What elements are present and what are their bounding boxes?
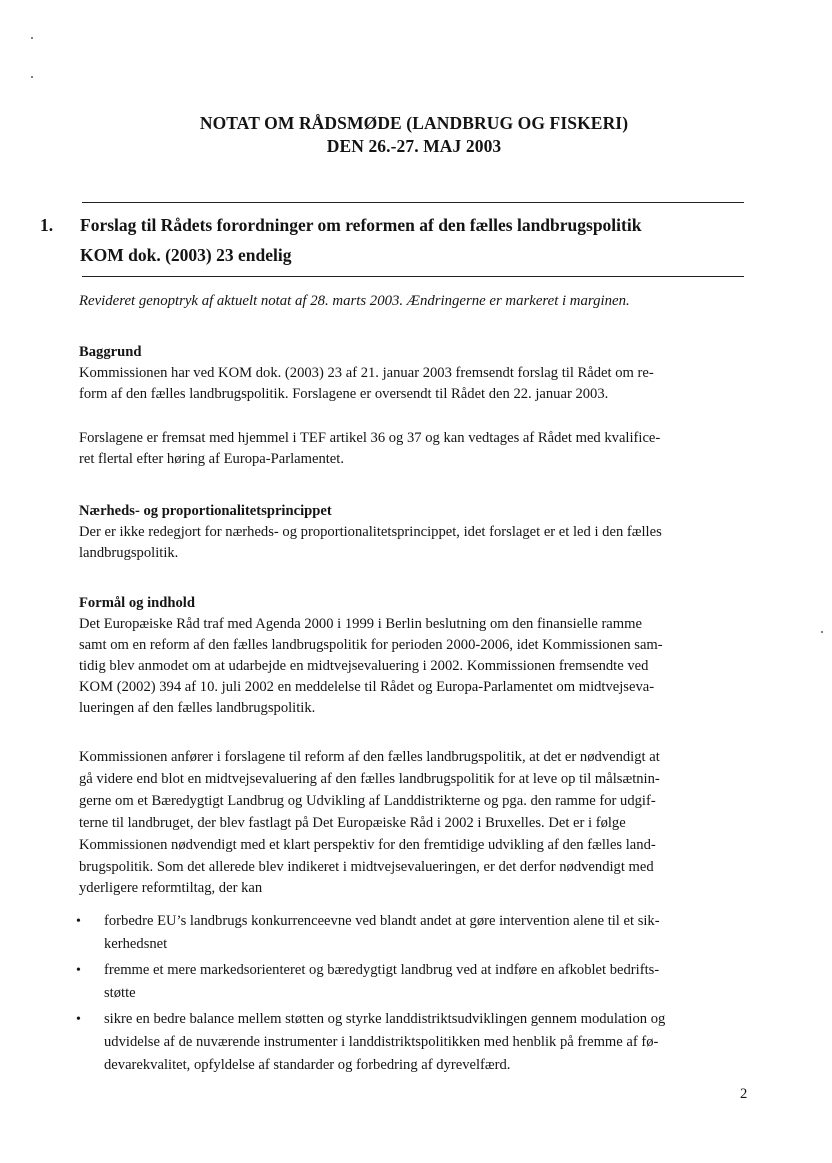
bullet-3-line-3: devarekvalitet, opfyldelse af standarder og forbedring af dyrevelfærd. — [104, 1057, 511, 1074]
formaal-line-2: samt om en reform af den fælles landbrugspolitik for perioden 2000-2006, idet Kommissionen sam- — [79, 637, 663, 653]
page-number: 2 — [740, 1086, 748, 1102]
baggrund-line-2: form af den fælles landbrugspolitik. Forslagene er oversendt til Rådet den 22. januar 2003. — [79, 386, 609, 402]
list-item — [76, 910, 755, 957]
naerhed-section — [79, 501, 755, 564]
formaal-line-4: KOM (2002) 394 af 10. juli 2002 en meddelelse til Rådet og Europa-Parlamentet om midtvejseva- — [79, 679, 655, 695]
formaal-line-1: Det Europæiske Råd traf med Agenda 2000 i 1999 i Berlin beslutning om den finansielle ramme — [79, 616, 642, 632]
bullet-3-line-2: udvidelse af de nuværende instrumenter i landdistriktspolitikken med henblik på fremme af fø- — [104, 1034, 659, 1051]
section-title-line-2: KOM dok. (2003) 23 endelig — [80, 245, 292, 265]
naerhed-line-1: Der er ikke redegjort for nærheds- og proportionalitetsprincippet, idet forslaget er et led i den fælles — [79, 524, 662, 540]
title-line-2: DEN 26.-27. MAJ 2003 — [326, 136, 502, 156]
bullet-2-line-2: støtte — [104, 985, 136, 1002]
revision-note: Revideret genoptryk af aktuelt notat af 28. marts 2003. Ændringerne er markeret i marginen. — [79, 293, 630, 309]
anfoerer-line-2: gå videre end blot en midtvejsevaluering af den fælles landbrugspolitik for at leve op til målsætnin- — [79, 770, 660, 787]
bullet-2-line-1: fremme et mere markedsorienteret og bæredygtigt landbrug ved at indføre en afkoblet bedrifts- — [104, 961, 660, 978]
formaal-line-3: tidig blev anmodet om at udarbejde en midtvejsevaluering i 2002. Kommissionen fremsendte ved — [79, 658, 649, 674]
naerhed-heading: Nærheds- og proportionalitetsprincippet — [79, 503, 332, 519]
anfoerer-line-1: Kommissionen anfører i forslagene til reform af den fælles landbrugspolitik, at det er nødvendigt at — [79, 749, 660, 765]
formaal-section — [79, 593, 755, 719]
anfoerer-line-5: Kommissionen nødvendigt med et klart perspektiv for den fremtidige udvikling af den fælles land- — [79, 836, 656, 853]
section-title — [80, 210, 760, 270]
baggrund-section — [79, 342, 755, 405]
hjemmel-line-1: Forslagene er fremsat med hjemmel i TEF artikel 36 og 37 og kan vedtages af Rådet med kvalifice- — [79, 430, 661, 446]
anfoerer-line-3: gerne om et Bæredygtigt Landbrug og Udvikling af Landdistrikterne og pga. den ramme for udgif- — [79, 792, 656, 809]
baggrund-heading: Baggrund — [79, 344, 142, 360]
bullet-3-line-1: sikre en bedre balance mellem støtten og styrke landdistriktsudviklingen gennem modulation og — [104, 1010, 666, 1027]
document-title — [80, 112, 748, 158]
title-line-1: NOTAT OM RÅDSMØDE (LANDBRUG OG FISKERI) — [199, 113, 629, 133]
bullet-icon: • — [76, 1011, 81, 1027]
hjemmel-line-2: ret flertal efter høring af Europa-Parlamentet. — [79, 451, 344, 467]
reform-bullet-list — [76, 910, 755, 1080]
naerhed-line-2: landbrugspolitik. — [79, 545, 179, 561]
bottom-rule — [82, 276, 744, 277]
list-item — [76, 959, 755, 1006]
scan-speck — [31, 76, 33, 78]
scan-speck — [821, 631, 823, 633]
formaal-heading: Formål og indhold — [79, 595, 195, 611]
anfoerer-paragraph — [79, 747, 755, 900]
hjemmel-paragraph — [79, 428, 755, 470]
section-title-line-1: Forslag til Rådets forordninger om reformen af den fælles landbrugspolitik — [80, 215, 642, 235]
top-rule — [82, 202, 744, 203]
anfoerer-line-6: brugspolitik. Som det allerede blev indikeret i midtvejsevalueringen, er det derfor nødvendigt med — [79, 858, 654, 875]
scan-speck — [31, 37, 33, 39]
list-item — [76, 1008, 755, 1078]
section-number: 1. — [40, 215, 54, 235]
baggrund-line-1: Kommissionen har ved KOM dok. (2003) 23 af 21. januar 2003 fremsendt forslag til Rådet om re- — [79, 365, 654, 381]
anfoerer-line-4: terne til landbruget, der blev fastlagt på Det Europæiske Råd i 2002 i Bruxelles. Det er i følge — [79, 814, 626, 831]
formaal-line-5: lueringen af den fælles landbrugspolitik. — [79, 700, 316, 716]
bullet-1-line-1: forbedre EU’s landbrugs konkurrenceevne ved blandt andet at gøre intervention alene til et sik- — [104, 913, 660, 929]
anfoerer-line-7: yderligere reformtiltag, der kan — [79, 880, 263, 897]
bullet-1-line-2: kerhedsnet — [104, 936, 168, 953]
bullet-icon: • — [76, 962, 81, 978]
bullet-icon: • — [76, 914, 81, 929]
